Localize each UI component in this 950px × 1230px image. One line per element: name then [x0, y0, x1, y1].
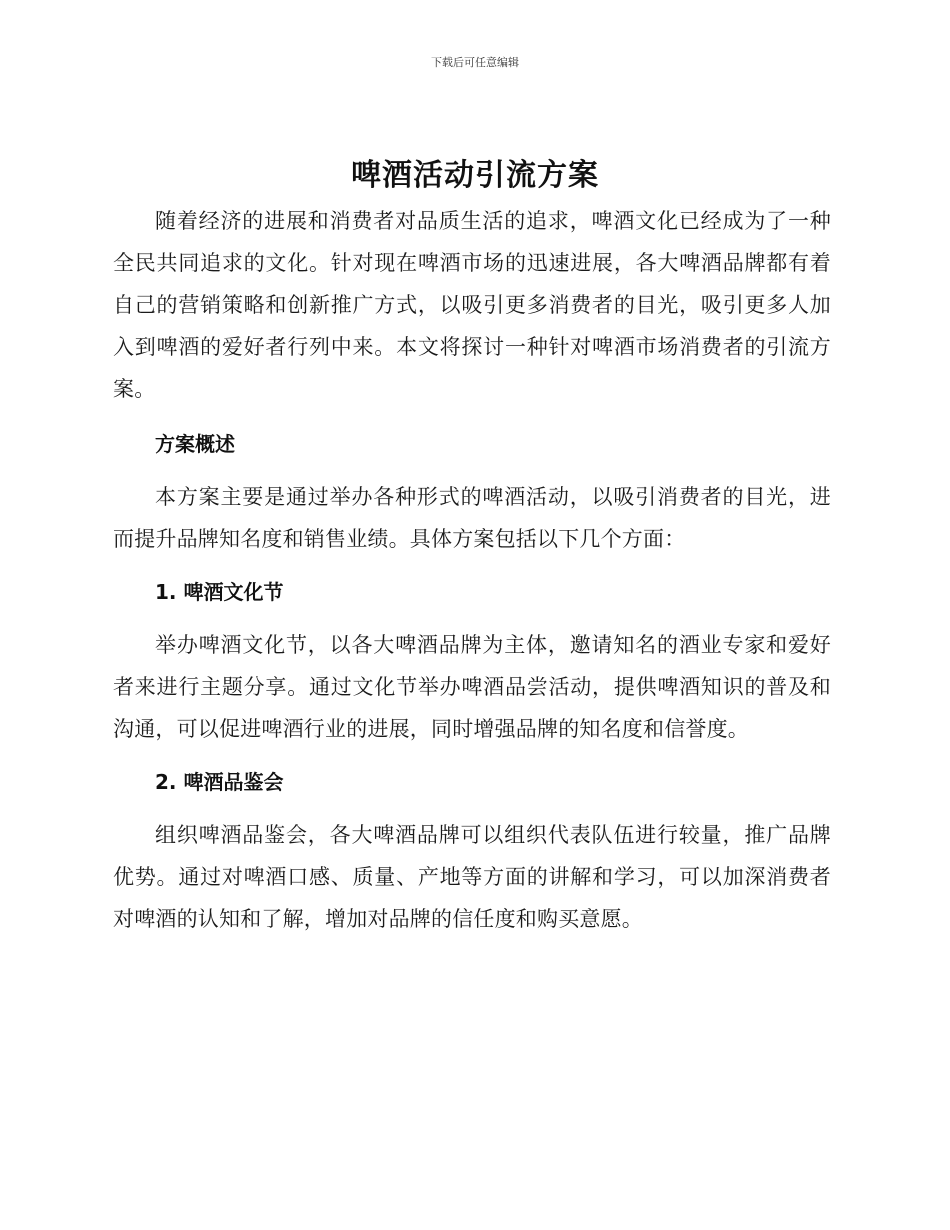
section-paragraph-culture-festival: 举办啤酒文化节，以各大啤酒品牌为主体，邀请知名的酒业专家和爱好者来进行主题分享。通过文化节举办啤酒品尝活动，提供啤酒知识的普及和沟通，可以促进啤酒行业的进展，同时增强品牌的知名度和信誉度。: [113, 633, 831, 741]
section-heading-overview: 方案概述: [155, 432, 235, 456]
page-header-note: 下载后可任意编辑: [431, 56, 519, 69]
section-paragraph-tasting-event: 组织啤酒品鉴会，各大啤酒品牌可以组织代表队伍进行较量，推广品牌优势。通过对啤酒口感、质量、产地等方面的讲解和学习，可以加深消费者对啤酒的认知和了解，增加对品牌的信任度和购买意愿。: [113, 823, 831, 931]
document-body: [113, 200, 831, 940]
document-title: 啤酒活动引流方案: [351, 158, 599, 193]
intro-paragraph: 随着经济的进展和消费者对品质生活的追求，啤酒文化已经成为了一种全民共同追求的文化。针对现在啤酒市场的迅速进展，各大啤酒品牌都有着自己的营销策略和创新推广方式，以吸引更多消费者的目光，吸引更多人加入到啤酒的爱好者行列中来。本文将探讨一种针对啤酒市场消费者的引流方案。: [113, 209, 831, 401]
section-paragraph-overview: 本方案主要是通过举办各种形式的啤酒活动，以吸引消费者的目光，进而提升品牌知名度和销售业绩。具体方案包括以下几个方面：: [113, 485, 831, 551]
section-heading-culture-festival: 1. 啤酒文化节: [155, 580, 284, 604]
section-heading-tasting-event: 2. 啤酒品鉴会: [155, 770, 284, 794]
